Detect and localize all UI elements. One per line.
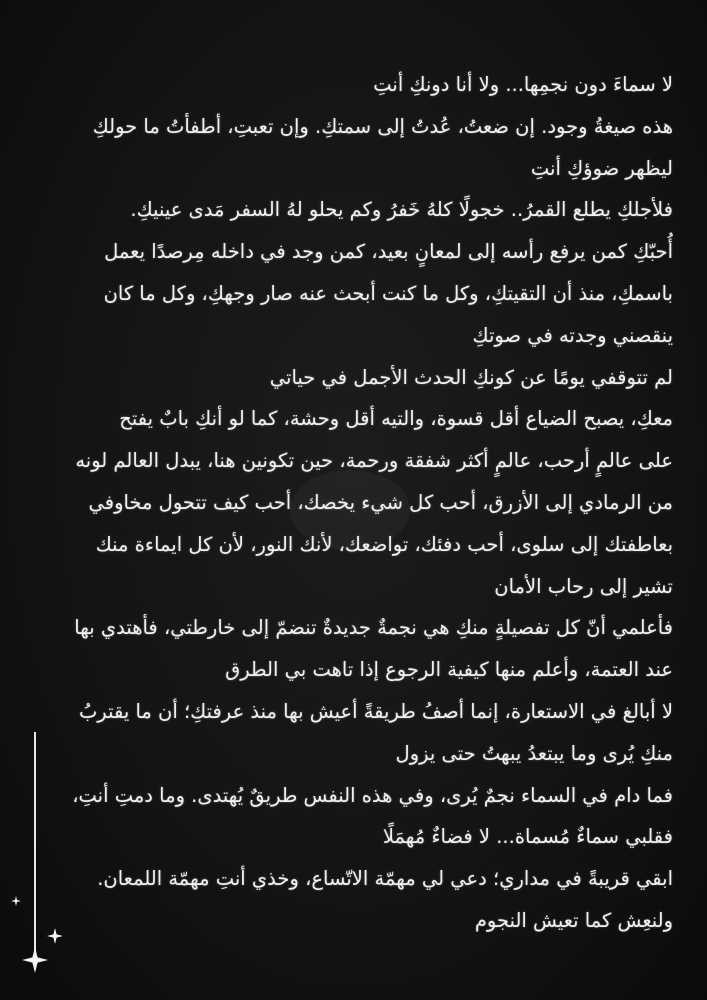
poem-line: ليظهر ضوؤكِ أنتِ bbox=[530, 156, 673, 180]
poem-line: لا سماءَ دون نجمِها... ولا أنا دونكِ أنتِ bbox=[373, 73, 673, 96]
medium-star-icon bbox=[47, 928, 63, 944]
poem-line: فأعلمي أنّ كل تفصيلةٍ منكِ هي نجمةٌ جديدةٌ تنضمّ إلى خارطتي، فأهتدي بها bbox=[74, 616, 673, 640]
poem-line: ولنعِش كما تعيش النجوم bbox=[474, 908, 673, 932]
poem-line: فلأجلكِ يطلع القمرُ.. خجولًا كلهُ خَفرُ وكم يحلو لهُ السفر مَدى عينيكِ. bbox=[130, 198, 673, 222]
poem-line: من الرمادي إلى الأزرق، أحب كل شيء يخصك، أحب كيف تتحول مخاوفي bbox=[88, 490, 673, 514]
poem-text bbox=[56, 64, 673, 942]
poem-line: على عالمٍ أرحب، عالمٍ أكثر شفقة ورحمة، حين تكونين هنا، يبدل العالم لونه bbox=[75, 449, 673, 473]
small-star-icon bbox=[11, 896, 21, 906]
large-star-icon bbox=[22, 946, 48, 974]
poem-line: لا أبالغ في الاستعارة، إنما أصفُ طريقةً أعيش بها منذ عرفتكِ؛ أن ما يقتربُ bbox=[78, 699, 673, 723]
poem-line: تشير إلى رحاب الأمان bbox=[494, 574, 673, 598]
poem-line: أُحبّكِ كمن يرفع رأسه إلى لمعانٍ بعيد، كمن وجد في داخله مِرصدًا يعمل bbox=[104, 240, 673, 264]
poem-line: ابقي قريبةً في مداري؛ دعي لي مهمّة الاتّساع، وخذي أنتِ مهمّة اللمعان. bbox=[97, 867, 673, 891]
poem-line: ينقصني وجدته في صوتكِ bbox=[472, 323, 673, 347]
poem-line: فقلبي سماءٌ مُسماة... لا فضاءٌ مُهمَلًا bbox=[382, 825, 673, 849]
poem-line: منكِ يُرى وما يبتعدُ يبهتُ حتى يزول bbox=[395, 741, 673, 765]
poem-line: عند العتمة، وأعلم منها كيفية الرجوع إذا تاهت بي الطرق bbox=[225, 658, 673, 682]
poem-line: لم تتوقفي يومًا عن كونكِ الحدث الأجمل في حياتي bbox=[269, 365, 673, 389]
poem-line: معكِ، يصبح الضياع أقل قسوة، والتيه أقل وحشة، كما لو أنكِ بابٌ يفتح bbox=[119, 407, 673, 431]
poem-line: باسمكِ، منذ أن التقيتكِ، وكل ما كنت أبحث عنه صار وجهكِ، وكل ما كان bbox=[103, 281, 673, 305]
poem-line: بعاطفتك إلى سلوى، أحب دفئك، تواضعك، لأنك النور، لأن كل ايماءة منك bbox=[95, 532, 673, 556]
decorative-vertical-line bbox=[34, 732, 36, 952]
poem-line: هذه صيغةُ وجود. إن ضعتُ، عُدتُ إلى سمتكِ. وإن تعبتِ، أطفأتُ ما حولكِ bbox=[92, 114, 673, 138]
poem-line: فما دام في السماء نجمٌ يُرى، وفي هذه النفس طريقٌ يُهتدى. وما دمتِ أنتِ، bbox=[72, 783, 673, 807]
